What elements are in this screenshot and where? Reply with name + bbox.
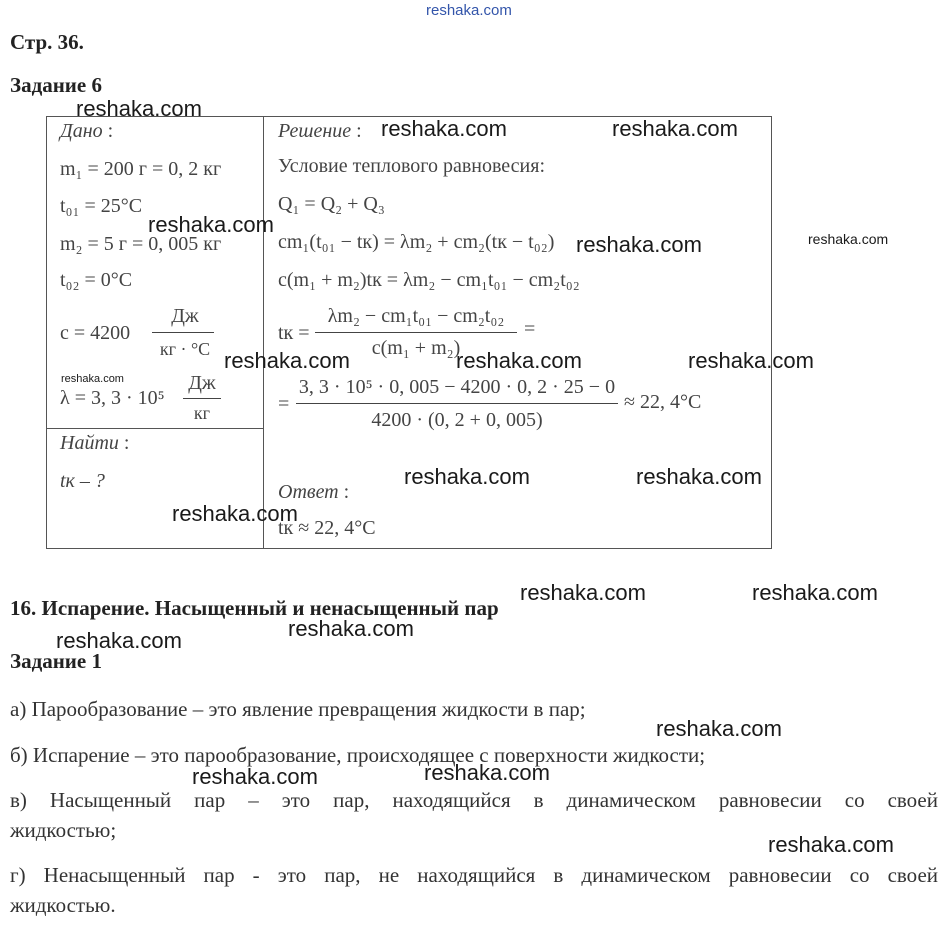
watermark: reshaka.com (456, 348, 582, 373)
watermark: reshaka.com (404, 464, 530, 489)
watermark: reshaka.com (688, 348, 814, 373)
watermark: reshaka.com (636, 464, 762, 489)
solution-eq4-left: tк = (278, 322, 310, 344)
given-m2: m₂ = 5 г = 0, 005 кг (60, 233, 222, 255)
solution-eq4-bar (315, 332, 517, 333)
given-c-den: кг · °С (159, 339, 211, 359)
watermark: reshaka.com (288, 616, 414, 641)
definition-a: а) Парообразование – это явление превращения жидкости в пар; (10, 697, 586, 721)
page-label: Стр. 36. (10, 30, 84, 54)
solution-eq2: cm₁(t₀₁ − tк) = λm₂ + cm₂(tк − t₀₂) (278, 231, 555, 253)
given-c-prefix: c = 4200 (60, 322, 131, 344)
given-t01: t₀₁ = 25°С (60, 195, 143, 217)
watermark: reshaka.com (61, 373, 124, 385)
watermark: reshaka.com (612, 116, 738, 141)
table-divider-horizontal (46, 428, 264, 429)
watermark-top[interactable]: reshaka.com (426, 2, 512, 19)
given-label: Дано : (60, 120, 114, 142)
task6-title: Задание 6 (10, 73, 102, 97)
solution-eq5-left: = (278, 393, 290, 415)
watermark: reshaka.com (752, 580, 878, 605)
solution-eq4-num: λm₂ − cm₁t₀₁ − cm₂t₀₂ (327, 305, 505, 327)
solution-eq4-den: c(m₁ + m₂) (371, 337, 461, 359)
answer-label: Ответ : (278, 481, 350, 503)
watermark: reshaka.com (148, 212, 274, 237)
definition-v-line1: в) Насыщенный пар – это пар, находящийся в динамическом равновесии со своей (10, 788, 938, 812)
given-c-bar (152, 332, 214, 333)
solution-condition: Условие теплового равновесия: (278, 155, 546, 177)
given-t02: t₀₂ = 0°С (60, 269, 133, 291)
given-c-num: Дж (171, 305, 199, 327)
watermark: reshaka.com (192, 764, 318, 789)
watermark: reshaka.com (576, 232, 702, 257)
definition-g-line2: жидкостью. (10, 893, 116, 917)
solution-eq4-right: = (524, 318, 536, 340)
solution-eq5-den: 4200 · (0, 2 + 0, 005) (371, 409, 543, 431)
find-value: tк – ? (60, 470, 105, 492)
definition-g-line1: г) Ненасыщенный пар - это пар, не находящийся в динамическом равновесии со своей (10, 863, 938, 887)
watermark: reshaka.com (76, 96, 202, 121)
find-label: Найти : (60, 432, 130, 454)
given-lambda-prefix: λ = 3, 3 · 10⁵ (60, 387, 165, 409)
table-divider-vertical (263, 116, 264, 548)
watermark: reshaka.com (808, 231, 889, 247)
watermark: reshaka.com (520, 580, 646, 605)
watermark: reshaka.com (381, 116, 507, 141)
definition-g (10, 860, 938, 920)
answer-value: tк ≈ 22, 4°С (278, 517, 376, 539)
watermark: reshaka.com (172, 501, 298, 526)
given-lambda-den: кг (193, 403, 211, 423)
watermark: reshaka.com (224, 348, 350, 373)
definition-v-line2: жидкостью; (10, 818, 117, 842)
given-lambda-num: Дж (188, 372, 216, 394)
solution-eq5-bar (296, 403, 618, 404)
solution-eq3: c(m₁ + m₂)tк = λm₂ − cm₁t₀₁ − cm₂t₀₂ (278, 269, 580, 291)
watermark: reshaka.com (56, 628, 182, 653)
solution-eq1: Q₁ = Q₂ + Q₃ (278, 193, 385, 215)
given-m1: m₁ = 200 г = 0, 2 кг (60, 158, 222, 180)
section16-title: 16. Испарение. Насыщенный и ненасыщенный пар (10, 596, 499, 620)
solution-eq5-num: 3, 3 · 10⁵ · 0, 005 − 4200 · 0, 2 · 25 − 0 (298, 376, 616, 398)
solution-label: Решение : (278, 120, 362, 142)
watermark: reshaka.com (424, 760, 550, 785)
given-lambda-bar (183, 398, 221, 399)
solution-eq5-right: ≈ 22, 4°С (624, 391, 702, 413)
watermark: reshaka.com (656, 716, 782, 741)
definition-b: б) Испарение – это парообразование, происходящее с поверхности жидкости; (10, 743, 706, 767)
task1-title: Задание 1 (10, 649, 102, 673)
watermark: reshaka.com (768, 832, 894, 857)
